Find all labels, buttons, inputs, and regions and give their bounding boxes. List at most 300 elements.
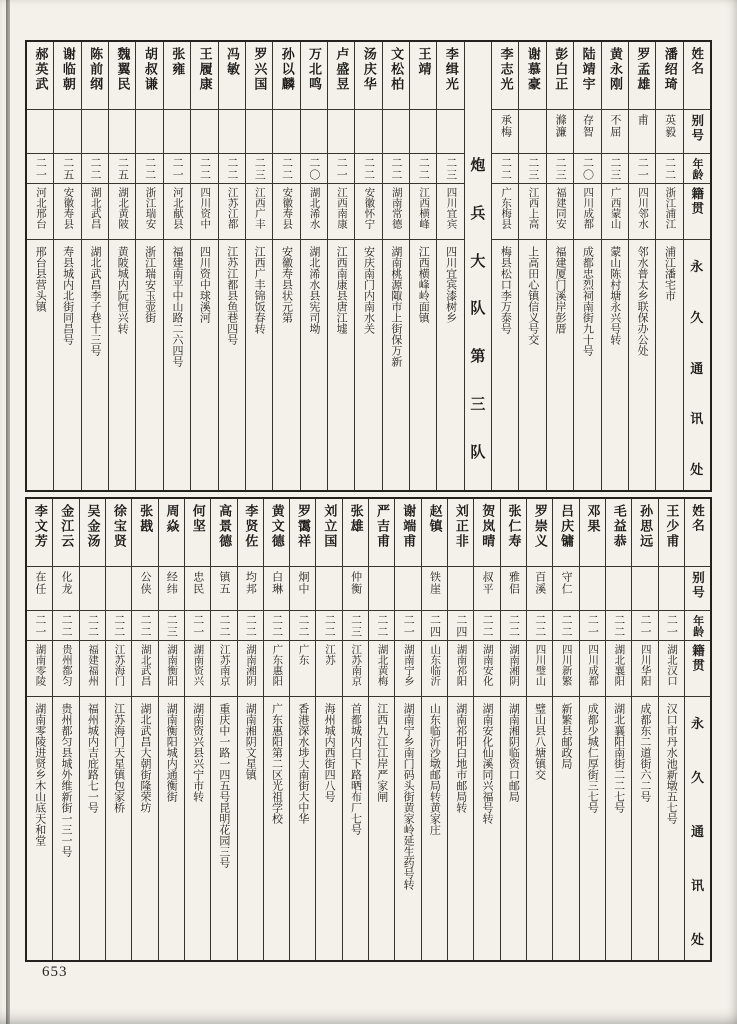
header-alias-label: 别号 bbox=[689, 114, 704, 143]
person-alias: 镇五 bbox=[218, 571, 230, 595]
person-address-cell bbox=[369, 697, 394, 960]
person-age: 二三 bbox=[349, 613, 362, 638]
person-name: 高景德 bbox=[217, 504, 233, 549]
person-entry bbox=[368, 499, 394, 960]
person-address-cell bbox=[159, 697, 184, 960]
person-address: 福建厦门溪岸彭厝 bbox=[554, 246, 567, 334]
person-age-cell bbox=[448, 611, 473, 641]
person-origin: 湖南衡阳 bbox=[166, 644, 178, 686]
person-name: 刘正非 bbox=[453, 504, 469, 549]
person-origin-cell bbox=[238, 641, 263, 697]
person-address: 湖南零陵进贤乡木山底天和堂 bbox=[33, 703, 46, 846]
header-age-label: 年龄 bbox=[691, 614, 704, 637]
person-alias: 不屈 bbox=[608, 114, 621, 138]
header-name bbox=[685, 499, 710, 567]
person-age-cell bbox=[422, 611, 447, 641]
person-entry bbox=[655, 42, 682, 490]
person-address-cell bbox=[547, 240, 573, 490]
person-entry bbox=[658, 499, 684, 960]
person-name: 张雄 bbox=[348, 504, 364, 534]
person-name-cell bbox=[164, 42, 190, 110]
person-origin: 湖南安化 bbox=[481, 644, 493, 686]
person-alias: 承梅 bbox=[499, 114, 512, 138]
person-address-cell bbox=[355, 240, 381, 490]
person-origin: 江西南康 bbox=[336, 187, 347, 229]
person-origin-cell bbox=[53, 641, 78, 697]
person-name: 徐宝贤 bbox=[111, 504, 127, 549]
person-name: 张仁寿 bbox=[506, 504, 522, 549]
person-age: 二一 bbox=[636, 156, 649, 181]
person-origin-cell bbox=[27, 184, 53, 240]
person-entry bbox=[500, 499, 526, 960]
person-age: 二二 bbox=[323, 613, 336, 638]
person-age: 二四 bbox=[454, 613, 467, 638]
person-alias: 雅侣 bbox=[507, 571, 520, 595]
person-age-cell bbox=[290, 611, 315, 641]
person-address-cell bbox=[580, 697, 605, 960]
person-alias-cell bbox=[659, 567, 684, 611]
person-name: 万北鸣 bbox=[307, 47, 323, 92]
page-number: 653 bbox=[42, 964, 68, 980]
person-age-cell bbox=[527, 611, 552, 641]
person-origin: 浙江浦江 bbox=[664, 187, 676, 229]
person-origin-cell bbox=[553, 641, 578, 697]
person-alias-cell bbox=[474, 567, 499, 611]
person-origin: 安徽怀宁 bbox=[363, 187, 375, 229]
person-origin-cell bbox=[580, 641, 605, 697]
person-name-cell bbox=[290, 499, 315, 567]
roster-table-bottom bbox=[25, 497, 712, 962]
person-age-cell bbox=[501, 611, 526, 641]
person-origin-cell bbox=[136, 184, 162, 240]
person-address: 山东临沂沙墩邮局转黄家庄 bbox=[428, 703, 441, 835]
person-address: 寿县城内北街同昌号 bbox=[61, 246, 74, 345]
person-address-cell bbox=[164, 240, 190, 490]
person-age: 二四 bbox=[428, 613, 441, 638]
person-address: 江西南康县唐江墟 bbox=[335, 246, 348, 334]
person-name-cell bbox=[191, 42, 217, 110]
person-entry bbox=[263, 499, 289, 960]
person-alias-cell bbox=[136, 110, 162, 154]
person-entry bbox=[315, 499, 341, 960]
person-origin-cell bbox=[656, 184, 682, 240]
person-entry bbox=[628, 42, 655, 490]
header-alias bbox=[685, 567, 710, 611]
person-entry bbox=[163, 42, 190, 490]
person-origin: 湖北武昌 bbox=[139, 644, 151, 686]
person-origin: 江西广丰 bbox=[253, 187, 265, 229]
person-address: 成都东二道街六二号 bbox=[638, 703, 651, 802]
person-address: 黄陂城内阮恒兴转 bbox=[116, 246, 129, 334]
person-origin: 江苏南京 bbox=[350, 644, 362, 686]
person-address: 湖北武昌大朝街隆荣坊 bbox=[138, 703, 151, 813]
person-age: 二三 bbox=[165, 613, 178, 638]
person-name-cell bbox=[316, 499, 341, 567]
person-name-cell bbox=[211, 499, 236, 567]
person-name-cell bbox=[159, 499, 184, 567]
person-age-cell bbox=[185, 611, 210, 641]
person-age: 二三 bbox=[554, 156, 567, 181]
person-address: 广东惠阳第二区光祖学校 bbox=[270, 703, 283, 824]
person-age-cell bbox=[410, 154, 436, 184]
person-address-cell bbox=[54, 240, 80, 490]
person-origin: 四川新繁 bbox=[560, 644, 572, 686]
person-entry bbox=[382, 42, 409, 490]
person-entry bbox=[272, 42, 299, 490]
person-name-cell bbox=[547, 42, 573, 110]
person-address: 贵州都匀县城外维新街一三一号 bbox=[60, 703, 73, 857]
person-origin: 湖南常德 bbox=[390, 187, 402, 229]
person-age-cell bbox=[343, 611, 368, 641]
person-address-cell bbox=[273, 240, 299, 490]
person-address: 江西横峰岭面镇 bbox=[417, 246, 430, 323]
person-name: 汤庆华 bbox=[361, 47, 377, 92]
person-name: 贺岚晴 bbox=[480, 504, 496, 549]
person-alias-cell bbox=[355, 110, 381, 154]
person-name-cell bbox=[136, 42, 162, 110]
person-name-cell bbox=[659, 499, 684, 567]
person-address-cell bbox=[606, 697, 631, 960]
person-origin: 四川资中 bbox=[199, 187, 211, 229]
person-alias-cell bbox=[501, 567, 526, 611]
person-name: 彭白正 bbox=[553, 47, 569, 92]
person-address: 福建南平中山路二六四号 bbox=[171, 246, 184, 367]
person-origin-cell bbox=[273, 184, 299, 240]
person-origin: 湖南湘阴 bbox=[508, 644, 520, 686]
person-alias: 铁崖 bbox=[428, 571, 441, 595]
person-age: 二二 bbox=[60, 613, 73, 638]
person-alias: 叔平 bbox=[481, 571, 494, 595]
person-origin: 安徽寿县 bbox=[62, 187, 74, 229]
person-address: 江西九江江岸严家闸 bbox=[375, 703, 388, 802]
person-name-cell bbox=[185, 499, 210, 567]
person-alias-cell bbox=[410, 110, 436, 154]
person-entry bbox=[218, 42, 245, 490]
person-age: 二二 bbox=[481, 613, 494, 638]
person-name-cell bbox=[519, 42, 545, 110]
person-alias-cell bbox=[238, 567, 263, 611]
person-entry bbox=[518, 42, 545, 490]
person-name-cell bbox=[527, 499, 552, 567]
person-entry bbox=[394, 499, 420, 960]
person-alias-cell bbox=[82, 110, 108, 154]
person-address-cell bbox=[136, 240, 162, 490]
person-address: 浙江瑞安玉壶街 bbox=[143, 246, 156, 323]
person-name: 李文芳 bbox=[32, 504, 48, 549]
person-alias-cell bbox=[159, 567, 184, 611]
person-origin-cell bbox=[410, 184, 436, 240]
person-entry bbox=[135, 42, 162, 490]
person-address: 湖南湘阴文星镇 bbox=[244, 703, 257, 780]
person-origin: 江苏南京 bbox=[218, 644, 230, 686]
person-address-cell bbox=[246, 240, 272, 490]
person-alias: 化龙 bbox=[60, 571, 73, 595]
person-entry bbox=[573, 42, 600, 490]
person-origin-cell bbox=[185, 641, 210, 697]
person-origin: 湖北黄梅 bbox=[376, 644, 388, 686]
person-origin-cell bbox=[437, 184, 463, 240]
person-entry bbox=[605, 499, 631, 960]
person-age: 二一 bbox=[665, 613, 678, 638]
person-alias-cell bbox=[191, 110, 217, 154]
person-entry bbox=[105, 499, 131, 960]
header-name-label: 姓名 bbox=[689, 47, 704, 76]
person-name-cell bbox=[656, 42, 682, 110]
person-address-cell bbox=[492, 240, 518, 490]
person-alias-cell bbox=[132, 567, 157, 611]
person-origin-cell bbox=[383, 184, 409, 240]
person-entry bbox=[447, 499, 473, 960]
person-entry bbox=[131, 499, 157, 960]
person-origin-cell bbox=[164, 184, 190, 240]
person-origin-cell bbox=[355, 184, 381, 240]
person-age: 二一 bbox=[34, 156, 47, 181]
column-headers-top bbox=[683, 42, 710, 490]
person-age-cell bbox=[629, 154, 655, 184]
person-name-cell bbox=[106, 499, 131, 567]
person-name: 罗兴国 bbox=[252, 47, 268, 92]
person-age-cell bbox=[264, 611, 289, 641]
person-alias: 公侠 bbox=[139, 571, 152, 595]
person-age: 二二 bbox=[390, 156, 402, 181]
person-address-cell bbox=[316, 697, 341, 960]
person-origin-cell bbox=[159, 641, 184, 697]
person-name: 陆靖宇 bbox=[580, 47, 596, 92]
person-age: 二二 bbox=[89, 156, 102, 181]
person-origin: 广东梅县 bbox=[500, 187, 512, 229]
person-entry bbox=[52, 499, 78, 960]
person-name: 何坚 bbox=[190, 504, 206, 534]
person-name: 胡叔谦 bbox=[142, 47, 158, 92]
person-name: 谢端甫 bbox=[401, 504, 417, 549]
person-alias-cell bbox=[27, 110, 53, 154]
person-name: 吕庆镛 bbox=[559, 504, 575, 549]
person-alias: 守仁 bbox=[560, 571, 573, 595]
person-age: 二二 bbox=[112, 613, 125, 638]
person-alias-cell bbox=[395, 567, 420, 611]
person-entry bbox=[108, 42, 135, 490]
person-alias-cell bbox=[219, 110, 245, 154]
person-name-cell bbox=[474, 499, 499, 567]
person-age-cell bbox=[580, 611, 605, 641]
person-alias-cell bbox=[656, 110, 682, 154]
person-address-cell bbox=[328, 240, 354, 490]
person-name-cell bbox=[410, 42, 436, 110]
person-origin: 四川宜宾 bbox=[445, 187, 457, 229]
person-age-cell bbox=[547, 154, 573, 184]
column-headers-bottom bbox=[684, 499, 710, 960]
person-name: 陈前纲 bbox=[88, 47, 104, 92]
person-age: 二二 bbox=[86, 613, 99, 638]
person-origin-cell bbox=[492, 184, 518, 240]
person-address-cell bbox=[109, 240, 135, 490]
person-alias-cell bbox=[448, 567, 473, 611]
person-address-cell bbox=[410, 240, 436, 490]
person-address-cell bbox=[602, 240, 628, 490]
header-name-label: 姓名 bbox=[690, 504, 705, 533]
person-origin-cell bbox=[602, 184, 628, 240]
person-origin-cell bbox=[27, 641, 52, 697]
person-address-cell bbox=[527, 697, 552, 960]
person-name: 李志光 bbox=[498, 47, 514, 92]
person-alias-cell bbox=[316, 567, 341, 611]
person-address: 海州城内西街四八号 bbox=[323, 703, 336, 802]
person-name-cell bbox=[448, 499, 473, 567]
person-entry bbox=[546, 42, 573, 490]
header-age bbox=[685, 611, 710, 641]
header-alias-label: 别号 bbox=[690, 571, 705, 600]
person-age: 二二 bbox=[533, 613, 546, 638]
person-entry bbox=[190, 42, 217, 490]
person-address: 上高田心镇信义号交 bbox=[526, 246, 539, 345]
person-origin: 湖南资兴 bbox=[192, 644, 204, 686]
person-address-cell bbox=[629, 240, 655, 490]
header-address bbox=[685, 697, 710, 960]
person-age-cell bbox=[602, 154, 628, 184]
person-name: 黄文德 bbox=[269, 504, 285, 549]
person-age: 二二 bbox=[280, 156, 293, 181]
person-address: 湖南资兴县兴宁市转 bbox=[191, 703, 204, 802]
person-name-cell bbox=[219, 42, 245, 110]
person-origin-cell bbox=[82, 184, 108, 240]
person-origin-cell bbox=[501, 641, 526, 697]
person-entry bbox=[409, 42, 436, 490]
person-name-cell bbox=[264, 499, 289, 567]
person-name: 毛益恭 bbox=[611, 504, 627, 549]
person-entry bbox=[184, 499, 210, 960]
person-age-cell bbox=[553, 611, 578, 641]
person-address: 成都少城仁厚街三七号 bbox=[586, 703, 599, 813]
unit-section-label: 炮 兵 大 队 第 三 队 bbox=[470, 158, 486, 461]
person-address-cell bbox=[185, 697, 210, 960]
person-age: 二二 bbox=[139, 613, 152, 638]
person-age-cell bbox=[164, 154, 190, 184]
person-address: 江苏海门天星镇包家桥 bbox=[112, 703, 125, 813]
person-address: 湖北武昌李子巷十三号 bbox=[88, 246, 101, 356]
person-entry bbox=[342, 499, 368, 960]
person-entry bbox=[245, 42, 272, 490]
person-origin-cell bbox=[659, 641, 684, 697]
person-alias-cell bbox=[54, 110, 80, 154]
person-address-cell bbox=[53, 697, 78, 960]
person-alias-cell bbox=[109, 110, 135, 154]
person-age: 二一 bbox=[335, 156, 348, 181]
person-age: 二二 bbox=[270, 613, 283, 638]
person-age: 二〇 bbox=[581, 156, 594, 181]
person-name-cell bbox=[492, 42, 518, 110]
person-age-cell bbox=[27, 154, 53, 184]
person-age: 二二 bbox=[560, 613, 573, 638]
person-age: 二五 bbox=[61, 156, 74, 181]
person-name: 谢慕豪 bbox=[525, 47, 541, 92]
person-name-cell bbox=[580, 499, 605, 567]
person-alias-cell bbox=[606, 567, 631, 611]
person-age: 二二 bbox=[499, 156, 512, 181]
person-address-cell bbox=[80, 697, 105, 960]
person-age-cell bbox=[27, 611, 52, 641]
person-address: 湖南宁乡南门码头街黄家岭延生药号转 bbox=[402, 703, 415, 890]
person-origin: 湖北襄阳 bbox=[613, 644, 625, 686]
person-origin: 河北献县 bbox=[171, 187, 183, 229]
person-age-cell bbox=[82, 154, 108, 184]
person-name-cell bbox=[343, 499, 368, 567]
person-origin-cell bbox=[527, 641, 552, 697]
person-alias: 滌濂 bbox=[554, 114, 567, 138]
person-name-cell bbox=[328, 42, 354, 110]
person-name-cell bbox=[301, 42, 327, 110]
person-age-cell bbox=[238, 611, 263, 641]
person-origin: 湖北黄陂 bbox=[117, 187, 129, 229]
person-alias-cell bbox=[422, 567, 447, 611]
person-name: 罗崇义 bbox=[532, 504, 548, 549]
person-name: 黄永刚 bbox=[608, 47, 623, 92]
person-alias-cell bbox=[527, 567, 552, 611]
person-alias-cell bbox=[273, 110, 299, 154]
header-origin-label: 籍贯 bbox=[690, 644, 705, 673]
person-origin-cell bbox=[328, 184, 354, 240]
person-name: 冯敏 bbox=[224, 47, 240, 77]
person-address-cell bbox=[448, 697, 473, 960]
person-address: 江苏江都县鱼巷四号 bbox=[225, 246, 238, 345]
person-name: 严吉甫 bbox=[374, 504, 390, 549]
person-origin-cell bbox=[54, 184, 80, 240]
person-address: 梅县松口李万泰号 bbox=[499, 246, 512, 334]
person-name-cell bbox=[602, 42, 628, 110]
person-name-cell bbox=[132, 499, 157, 567]
person-address-cell bbox=[106, 697, 131, 960]
person-alias-cell bbox=[164, 110, 190, 154]
person-name: 罗霭祥 bbox=[296, 504, 312, 549]
person-alias-cell bbox=[27, 567, 52, 611]
person-age-cell bbox=[54, 154, 80, 184]
person-alias-cell bbox=[602, 110, 628, 154]
person-name: 刘立国 bbox=[322, 504, 338, 549]
person-entry bbox=[81, 42, 108, 490]
person-age-cell bbox=[316, 611, 341, 641]
person-origin: 江苏 bbox=[323, 644, 335, 665]
person-age: 二二 bbox=[244, 613, 257, 638]
person-age: 二一 bbox=[191, 613, 204, 638]
person-address-cell bbox=[238, 697, 263, 960]
person-address-cell bbox=[437, 240, 463, 490]
person-origin: 江苏江都 bbox=[226, 187, 238, 229]
person-address-cell bbox=[519, 240, 545, 490]
person-alias-cell bbox=[53, 567, 78, 611]
person-age-cell bbox=[106, 611, 131, 641]
person-alias: 在任 bbox=[33, 571, 46, 595]
person-alias: 百溪 bbox=[533, 571, 546, 595]
person-age-cell bbox=[474, 611, 499, 641]
person-origin-cell bbox=[343, 641, 368, 697]
person-origin-cell bbox=[574, 184, 600, 240]
person-name-cell bbox=[574, 42, 600, 110]
person-name-cell bbox=[606, 499, 631, 567]
person-alias-cell bbox=[211, 567, 236, 611]
person-name: 张戡 bbox=[138, 504, 154, 534]
person-address: 香港深水埗大南街大中华 bbox=[296, 703, 309, 824]
person-address-cell bbox=[82, 240, 108, 490]
person-alias-cell bbox=[264, 567, 289, 611]
person-origin: 湖南湘阴 bbox=[245, 644, 257, 686]
person-address-cell bbox=[219, 240, 245, 490]
person-entry bbox=[289, 499, 315, 960]
person-name-cell bbox=[109, 42, 135, 110]
person-age: 二一 bbox=[402, 613, 415, 638]
person-name: 周焱 bbox=[164, 504, 180, 534]
header-address bbox=[684, 240, 710, 490]
person-age-cell bbox=[437, 154, 463, 184]
person-origin: 湖南祁阳 bbox=[455, 644, 467, 686]
